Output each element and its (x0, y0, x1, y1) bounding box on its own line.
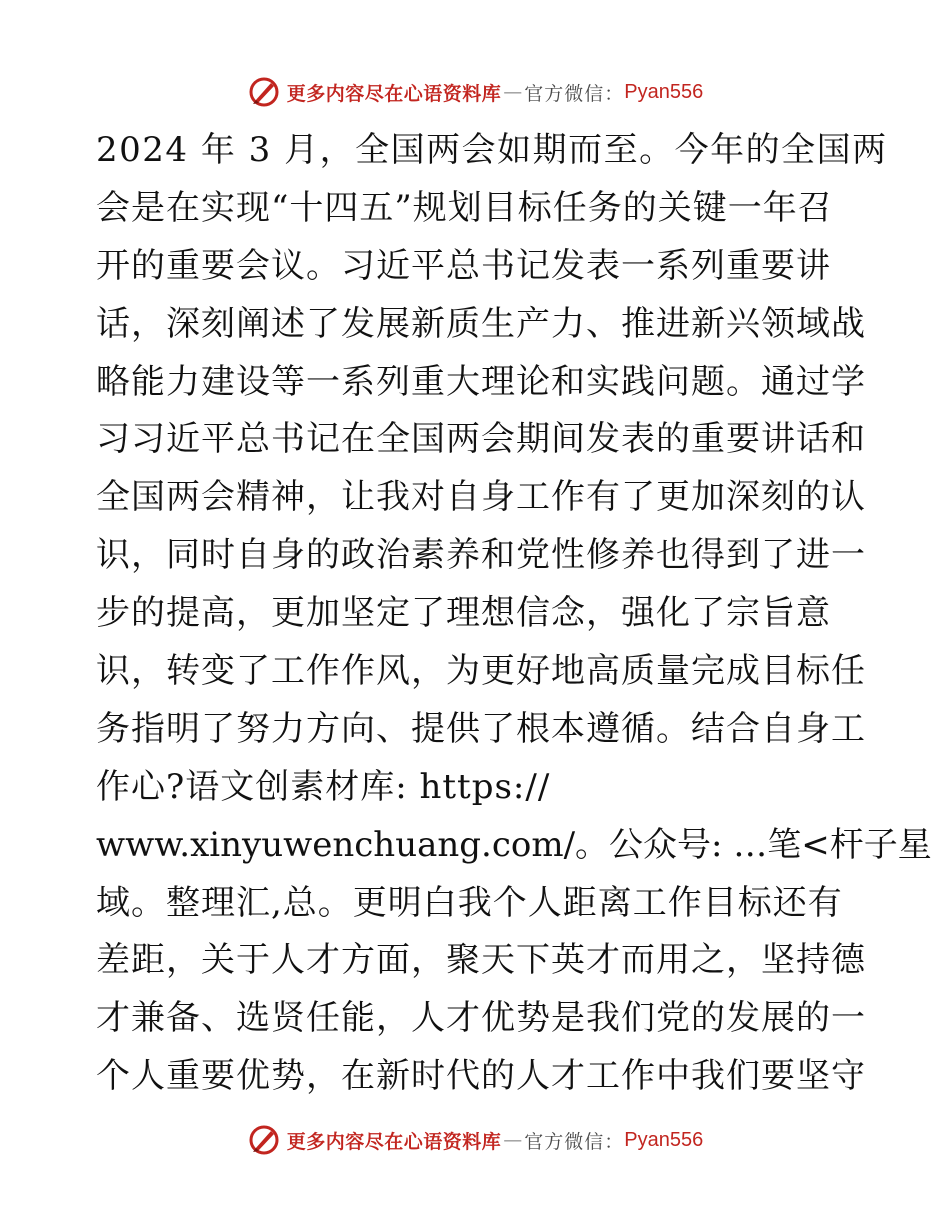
text-line: 才兼备、选贤任能，人才优势是我们党的发展的一 (96, 998, 866, 1039)
document-body (96, 122, 932, 1106)
text-line: 开的重要会议。习近平总书记发表一系列重要讲 (96, 245, 831, 286)
banner-dash: — (503, 81, 523, 103)
text-line: 识，转变了工作作风，为更好地高质量完成目标任 (96, 651, 866, 692)
site-slogan: 更多内容尽在心语资料库 (286, 82, 502, 105)
text-line: 全国两会精神，让我对自身工作有了更加深刻的认 (96, 477, 866, 518)
banner-dash: — (503, 1129, 523, 1151)
text-line: 个人重要优势，在新时代的人才工作中我们要坚守 (96, 1056, 866, 1097)
text-line: 话，深刻阐述了发展新质生产力、推进新兴领域战 (96, 303, 866, 344)
wechat-id: Pyan556 (624, 1128, 704, 1151)
wechat-id: Pyan556 (624, 80, 704, 103)
wechat-label: 官方微信： (524, 1130, 625, 1153)
quill-pen-logo-icon (247, 75, 281, 109)
text-line: www.xinyuwenchuang.com/。公众号: …笔<杆子星 (96, 824, 932, 865)
footer-banner (0, 1120, 950, 1160)
site-slogan: 更多内容尽在心语资料库 (286, 1130, 502, 1153)
text-line: 差距，关于人才方面，聚天下英才而用之，坚持德 (96, 940, 866, 981)
text-line: 略能力建设等一系列重大理论和实践问题。通过学 (96, 361, 866, 402)
text-line: 步的提高，更加坚定了理想信念，强化了宗旨意 (96, 593, 831, 634)
quill-pen-logo-icon (247, 1123, 281, 1157)
text-line: 2024 年 3 月，全国两会如期而至。今年的全国两 (96, 130, 888, 170)
text-line: 作心?语文创素材库: https:// (96, 766, 551, 807)
text-line: 务指明了努力方向、提供了根本遵循。结合自身工 (96, 708, 866, 749)
text-line: 习习近平总书记在全国两会期间发表的重要讲话和 (96, 419, 866, 460)
text-line: 会是在实现“十四五”规划目标任务的关键一年召 (96, 187, 833, 228)
header-banner (0, 72, 950, 112)
text-line: 识，同时自身的政治素养和党性修养也得到了进一 (96, 535, 866, 576)
wechat-label: 官方微信： (524, 82, 625, 105)
text-line: 域。整理汇,总。更明白我个人距离工作目标还有 (96, 882, 843, 923)
